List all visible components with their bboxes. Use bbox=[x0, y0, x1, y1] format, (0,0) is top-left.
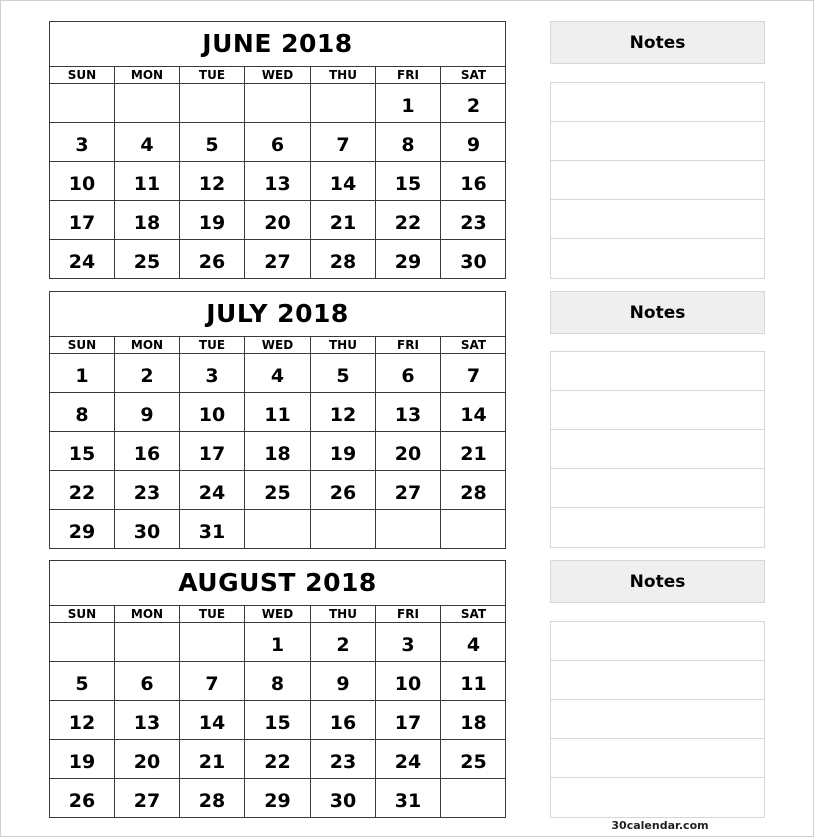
calendar-june-2018 bbox=[49, 21, 506, 279]
day-cell: 2 bbox=[115, 354, 180, 393]
day-cell: 11 bbox=[115, 162, 180, 201]
day-cell: 9 bbox=[311, 662, 376, 701]
day-cell: 5 bbox=[180, 123, 245, 162]
day-cell: 8 bbox=[245, 662, 311, 701]
day-cell: 26 bbox=[50, 779, 115, 817]
day-cell: 20 bbox=[115, 740, 180, 779]
day-cell: 15 bbox=[50, 432, 115, 471]
day-cell: 28 bbox=[441, 471, 506, 510]
notes-header: Notes bbox=[550, 21, 765, 64]
empty-day-cell bbox=[245, 84, 311, 123]
day-cell: 16 bbox=[115, 432, 180, 471]
note-line[interactable] bbox=[551, 508, 764, 547]
note-line[interactable] bbox=[551, 200, 764, 239]
day-cell: 17 bbox=[376, 701, 441, 740]
weekday-header: WED bbox=[245, 337, 311, 354]
day-cell: 12 bbox=[311, 393, 376, 432]
day-cell: 1 bbox=[376, 84, 441, 123]
month-grid bbox=[50, 606, 505, 817]
day-cell: 31 bbox=[376, 779, 441, 817]
weekday-header: SAT bbox=[441, 67, 506, 84]
day-cell: 24 bbox=[180, 471, 245, 510]
weekday-header: MON bbox=[115, 67, 180, 84]
empty-day-cell bbox=[376, 510, 441, 548]
note-line[interactable] bbox=[551, 469, 764, 508]
day-cell: 10 bbox=[376, 662, 441, 701]
day-cell: 24 bbox=[376, 740, 441, 779]
day-cell: 9 bbox=[115, 393, 180, 432]
day-cell: 12 bbox=[50, 701, 115, 740]
weekday-header: WED bbox=[245, 67, 311, 84]
day-cell: 19 bbox=[311, 432, 376, 471]
weekday-header: THU bbox=[311, 67, 376, 84]
day-cell: 24 bbox=[50, 240, 115, 278]
weekday-header: MON bbox=[115, 337, 180, 354]
day-cell: 7 bbox=[311, 123, 376, 162]
weekday-header: WED bbox=[245, 606, 311, 623]
empty-day-cell bbox=[441, 779, 506, 817]
weekday-header: MON bbox=[115, 606, 180, 623]
calendar-august-2018 bbox=[49, 560, 506, 818]
note-line[interactable] bbox=[551, 739, 764, 778]
weekday-header: FRI bbox=[376, 606, 441, 623]
day-cell: 5 bbox=[311, 354, 376, 393]
empty-day-cell bbox=[311, 84, 376, 123]
calendar-july-2018 bbox=[49, 291, 506, 549]
day-cell: 14 bbox=[311, 162, 376, 201]
note-line[interactable] bbox=[551, 622, 764, 661]
day-cell: 27 bbox=[115, 779, 180, 817]
notes-header: Notes bbox=[550, 291, 765, 334]
day-cell: 3 bbox=[180, 354, 245, 393]
weekday-header: TUE bbox=[180, 67, 245, 84]
day-cell: 2 bbox=[441, 84, 506, 123]
day-cell: 10 bbox=[180, 393, 245, 432]
day-cell: 30 bbox=[460, 251, 487, 273]
day-cell: 14 bbox=[180, 701, 245, 740]
day-cell: 17 bbox=[180, 432, 245, 471]
day-cell: 21 bbox=[180, 740, 245, 779]
empty-day-cell bbox=[245, 510, 311, 548]
weekday-header: SAT bbox=[441, 337, 506, 354]
day-cell: 18 bbox=[245, 432, 311, 471]
day-cell: 6 bbox=[245, 123, 311, 162]
day-cell: 18 bbox=[115, 201, 180, 240]
day-cell: 5 bbox=[50, 662, 115, 701]
day-cell: 22 bbox=[245, 740, 311, 779]
note-line[interactable] bbox=[551, 352, 764, 391]
day-cell: 6 bbox=[376, 354, 441, 393]
day-cell: 21 bbox=[441, 432, 506, 471]
empty-day-cell bbox=[50, 84, 115, 123]
day-cell: 16 bbox=[311, 701, 376, 740]
weekday-header: THU bbox=[311, 337, 376, 354]
notes-area[interactable] bbox=[550, 351, 765, 548]
day-cell: 11 bbox=[245, 393, 311, 432]
day-cell: 31 bbox=[180, 510, 245, 548]
day-cell: 23 bbox=[441, 201, 506, 240]
weekday-header: SUN bbox=[50, 67, 115, 84]
day-cell: 12 bbox=[180, 162, 245, 201]
day-cell: 29 bbox=[245, 779, 311, 817]
note-line[interactable] bbox=[551, 778, 764, 817]
day-cell: 28 bbox=[180, 779, 245, 817]
day-cell: 1 bbox=[50, 354, 115, 393]
day-cell: 23 bbox=[311, 740, 376, 779]
note-line[interactable] bbox=[551, 661, 764, 700]
day-cell: 21 bbox=[311, 201, 376, 240]
day-cell: 30 bbox=[115, 510, 180, 548]
note-line[interactable] bbox=[551, 83, 764, 122]
day-cell: 4 bbox=[245, 354, 311, 393]
day-cell: 16 bbox=[441, 162, 506, 201]
weekday-header: FRI bbox=[376, 337, 441, 354]
day-cell: 23 bbox=[115, 471, 180, 510]
day-cell: 25 bbox=[245, 471, 311, 510]
day-cell: 25 bbox=[441, 740, 506, 779]
empty-day-cell bbox=[180, 84, 245, 123]
empty-day-cell bbox=[50, 623, 115, 662]
day-cell: 3 bbox=[50, 123, 115, 162]
day-cell: 13 bbox=[115, 701, 180, 740]
month-title: JUNE 2018 bbox=[50, 22, 505, 67]
day-cell: 7 bbox=[180, 662, 245, 701]
empty-day-cell bbox=[180, 623, 245, 662]
empty-day-cell bbox=[115, 623, 180, 662]
weekday-header: TUE bbox=[180, 606, 245, 623]
empty-day-cell bbox=[441, 510, 506, 548]
day-cell: 8 bbox=[376, 123, 441, 162]
month-title: AUGUST 2018 bbox=[50, 561, 505, 606]
day-cell: 29 bbox=[50, 510, 115, 548]
month-grid bbox=[50, 337, 505, 548]
day-cell: 18 bbox=[441, 701, 506, 740]
day-cell: 4 bbox=[115, 123, 180, 162]
day-cell: 26 bbox=[311, 471, 376, 510]
month-title: JULY 2018 bbox=[50, 292, 505, 337]
day-cell: 9 bbox=[441, 123, 506, 162]
empty-day-cell bbox=[115, 84, 180, 123]
day-cell: 7 bbox=[441, 354, 506, 393]
note-line[interactable] bbox=[551, 239, 764, 278]
note-line[interactable] bbox=[551, 122, 764, 161]
day-cell: 14 bbox=[441, 393, 506, 432]
weekday-header: THU bbox=[311, 606, 376, 623]
notes-header: Notes bbox=[550, 560, 765, 603]
day-cell: 22 bbox=[376, 201, 441, 240]
weekday-header: FRI bbox=[376, 67, 441, 84]
day-cell: 4 bbox=[441, 623, 506, 662]
weekday-header: TUE bbox=[180, 337, 245, 354]
note-line[interactable] bbox=[551, 430, 764, 469]
weekday-header: SUN bbox=[50, 606, 115, 623]
day-cell: 19 bbox=[180, 201, 245, 240]
day-cell: 10 bbox=[50, 162, 115, 201]
day-cell: 19 bbox=[50, 740, 115, 779]
day-cell: 28 bbox=[311, 240, 376, 278]
day-cell: 29 bbox=[376, 240, 441, 278]
weekday-header: SUN bbox=[50, 337, 115, 354]
day-cell: 25 bbox=[115, 240, 180, 278]
day-cell: 27 bbox=[376, 471, 441, 510]
day-cell: 30 bbox=[311, 779, 376, 817]
day-cell: 1 bbox=[245, 623, 311, 662]
day-cell: 15 bbox=[376, 162, 441, 201]
note-line[interactable] bbox=[551, 161, 764, 200]
day-cell: 13 bbox=[245, 162, 311, 201]
notes-area[interactable] bbox=[550, 82, 765, 279]
day-cell: 8 bbox=[50, 393, 115, 432]
day-cell: 13 bbox=[376, 393, 441, 432]
month-grid bbox=[50, 67, 505, 278]
site-credit: 30calendar.com bbox=[611, 819, 709, 832]
weekday-header: SAT bbox=[441, 606, 506, 623]
day-cell: 17 bbox=[50, 201, 115, 240]
day-cell: 20 bbox=[245, 201, 311, 240]
day-cell: 20 bbox=[376, 432, 441, 471]
day-cell: 2 bbox=[311, 623, 376, 662]
empty-day-cell bbox=[311, 510, 376, 548]
day-cell: 26 bbox=[180, 240, 245, 278]
day-cell: 3 bbox=[376, 623, 441, 662]
day-cell: 6 bbox=[115, 662, 180, 701]
day-cell: 22 bbox=[50, 471, 115, 510]
day-cell: 11 bbox=[441, 662, 506, 701]
note-line[interactable] bbox=[551, 700, 764, 739]
day-cell: 27 bbox=[245, 240, 311, 278]
notes-area[interactable] bbox=[550, 621, 765, 818]
day-cell: 15 bbox=[245, 701, 311, 740]
note-line[interactable] bbox=[551, 391, 764, 430]
